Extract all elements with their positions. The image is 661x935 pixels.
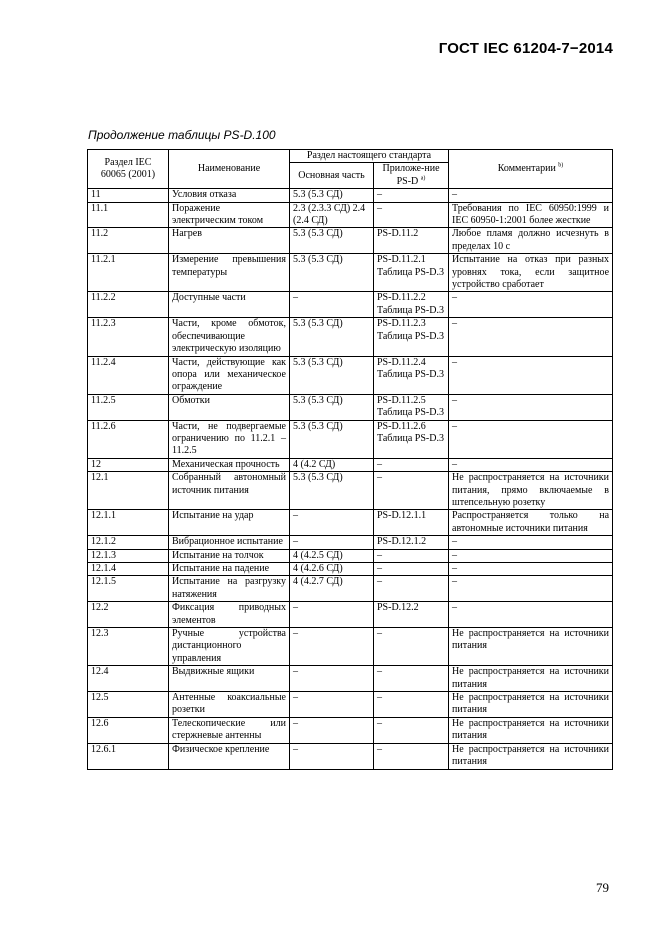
table-row [88,356,613,394]
cell-name: Механическая прочность [169,458,290,471]
header-annex-label: Приложе-ние PS-D [382,163,440,187]
cell-section: 12.6 [88,717,169,743]
cell-section: 11.2 [88,228,169,254]
cell-main-part: 5.3 (5.3 СД) [290,189,374,202]
cell-section: 12 [88,458,169,471]
cell-section: 12.3 [88,628,169,666]
cell-main-part: – [290,692,374,718]
cell-name: Части, кроме обмоток, обеспечивающие электрическую изоляцию [169,318,290,356]
cell-main-part: 4 (4.2.5 СД) [290,549,374,562]
cell-main-part: 5.3 (5.3 СД) [290,318,374,356]
cell-comment: – [449,356,613,394]
cell-name: Части, действующие как опора или механическое ограждение [169,356,290,394]
cell-main-part: – [290,602,374,628]
cell-annex: – [374,666,449,692]
table-row [88,536,613,549]
table-row [88,743,613,769]
cell-comment: – [449,394,613,420]
cell-comment: Не распространяется на источники питания [449,666,613,692]
table-caption: Продолжение таблицы PS-D.100 [88,128,276,142]
table-header-row [88,150,613,163]
table-row [88,292,613,318]
cell-name: Ручные устройства дистанционного управления [169,628,290,666]
cell-comment: Не распространяется на источники питания [449,692,613,718]
table-row [88,666,613,692]
cell-annex: – [374,692,449,718]
cell-section: 12.1.4 [88,563,169,576]
cell-annex: – [374,717,449,743]
table-row [88,602,613,628]
cell-main-part: – [290,666,374,692]
table-row [88,394,613,420]
cell-main-part: – [290,717,374,743]
table-row [88,420,613,458]
cell-annex: – [374,549,449,562]
header-annex [374,163,449,189]
header-main: Основная часть [290,163,374,189]
cell-section: 11.2.4 [88,356,169,394]
header-annex-footnote: a) [420,175,426,182]
cell-annex: PS-D.11.2.4 Таблица PS-D.3 [374,356,449,394]
cell-section: 11.2.3 [88,318,169,356]
cell-comment: Не распространяется на источники питания [449,628,613,666]
table-row [88,254,613,292]
cell-comment: Не распространяется на источники питания [449,717,613,743]
cell-name: Измерение превышения температуры [169,254,290,292]
cell-main-part: 5.3 (5.3 СД) [290,420,374,458]
cell-name: Части, не подвергаемые ограничению по 11.2.1 – 11.2.5 [169,420,290,458]
cell-annex: PS-D.11.2.3 Таблица PS-D.3 [374,318,449,356]
header-name: Наименование [169,150,290,189]
cell-section: 12.1.2 [88,536,169,549]
cell-name: Собранный автономный источник питания [169,472,290,510]
cell-name: Нагрев [169,228,290,254]
cell-annex: – [374,563,449,576]
cell-comment: – [449,189,613,202]
cell-comment: Не распространяется на источники питания [449,743,613,769]
cell-comment: Не распространяется на источники питания, прямо включаемые в штепсельную розетку [449,472,613,510]
table-row [88,549,613,562]
cell-annex: PS-D.11.2.2 Таблица PS-D.3 [374,292,449,318]
header-comments-footnote: b) [558,162,564,169]
cell-name: Испытание на разгрузку натяжения [169,576,290,602]
cell-main-part: 2.3 (2.3.3 СД) 2.4 (2.4 СД) [290,202,374,228]
cell-main-part: 5.3 (5.3 СД) [290,356,374,394]
cell-comment: Испытание на отказ при разных уровнях тока, если защитное устройство сработает [449,254,613,292]
cell-name: Поражение электрическим током [169,202,290,228]
cell-section: 12.5 [88,692,169,718]
cell-section: 12.1.1 [88,510,169,536]
cell-name: Антенные коаксиальные розетки [169,692,290,718]
table-row [88,510,613,536]
cell-comment: – [449,420,613,458]
table-row [88,717,613,743]
cell-main-part: 5.3 (5.3 СД) [290,394,374,420]
cell-main-part: 4 (4.2.6 СД) [290,563,374,576]
table-body [88,189,613,769]
cell-main-part: – [290,536,374,549]
header-comments [449,150,613,189]
cell-annex: PS-D.11.2.6 Таблица PS-D.3 [374,420,449,458]
cell-name: Испытание на падение [169,563,290,576]
cell-annex: PS-D.11.2 [374,228,449,254]
cell-name: Условия отказа [169,189,290,202]
cell-annex: – [374,202,449,228]
cell-section: 11.2.2 [88,292,169,318]
cell-annex: PS-D.12.1.1 [374,510,449,536]
cell-annex: – [374,458,449,471]
table-row [88,458,613,471]
requirements-table [87,149,613,770]
cell-section: 12.1 [88,472,169,510]
cell-section: 12.2 [88,602,169,628]
cell-section: 12.1.5 [88,576,169,602]
cell-comment: – [449,602,613,628]
cell-name: Испытание на удар [169,510,290,536]
cell-section: 11.2.5 [88,394,169,420]
cell-main-part: 5.3 (5.3 СД) [290,472,374,510]
cell-section: 11 [88,189,169,202]
table-row [88,228,613,254]
cell-comment: – [449,458,613,471]
table-row [88,628,613,666]
table-row [88,202,613,228]
header-group: Раздел настоящего стандарта [290,150,449,163]
cell-comment: – [449,563,613,576]
cell-section: 11.2.6 [88,420,169,458]
page-number: 79 [596,880,609,895]
table-row [88,563,613,576]
cell-name: Доступные части [169,292,290,318]
document-header: ГОСТ IEC 61204-7−2014 [438,40,613,57]
cell-name: Физическое крепление [169,743,290,769]
cell-section: 11.1 [88,202,169,228]
cell-comment: Требования по IEC 60950:1999 и IEC 60950-1:2001 более жесткие [449,202,613,228]
cell-main-part: – [290,743,374,769]
cell-main-part: 4 (4.2.7 СД) [290,576,374,602]
cell-section: 12.1.3 [88,549,169,562]
cell-annex: PS-D.12.2 [374,602,449,628]
table-row [88,472,613,510]
cell-name: Выдвижные ящики [169,666,290,692]
cell-section: 12.4 [88,666,169,692]
header-section: Раздел IEC 60065 (2001) [88,150,169,189]
cell-name: Испытание на толчок [169,549,290,562]
cell-annex: PS-D.11.2.5 Таблица PS-D.3 [374,394,449,420]
cell-annex: – [374,472,449,510]
header-comments-label: Комментарии [497,162,556,174]
cell-annex: – [374,189,449,202]
cell-main-part: – [290,292,374,318]
cell-annex: PS-D.11.2.1 Таблица PS-D.3 [374,254,449,292]
cell-annex: – [374,743,449,769]
table-row [88,189,613,202]
cell-section: 11.2.1 [88,254,169,292]
cell-comment: Распространяется только на автономные источники питания [449,510,613,536]
table-row [88,318,613,356]
cell-main-part: 5.3 (5.3 СД) [290,254,374,292]
cell-annex: – [374,576,449,602]
cell-comment: – [449,549,613,562]
cell-section: 12.6.1 [88,743,169,769]
table-row [88,576,613,602]
cell-main-part: – [290,510,374,536]
cell-name: Обмотки [169,394,290,420]
cell-name: Телескопические или стержневые антенны [169,717,290,743]
cell-comment: – [449,318,613,356]
cell-comment: – [449,536,613,549]
cell-main-part: 4 (4.2 СД) [290,458,374,471]
cell-name: Фиксация приводных элементов [169,602,290,628]
table-row [88,692,613,718]
cell-comment: – [449,292,613,318]
cell-comment: Любое пламя должно исчезнуть в пределах 10 с [449,228,613,254]
cell-main-part: 5.3 (5.3 СД) [290,228,374,254]
cell-annex: – [374,628,449,666]
cell-name: Вибрационное испытание [169,536,290,549]
cell-comment: – [449,576,613,602]
cell-main-part: – [290,628,374,666]
cell-annex: PS-D.12.1.2 [374,536,449,549]
